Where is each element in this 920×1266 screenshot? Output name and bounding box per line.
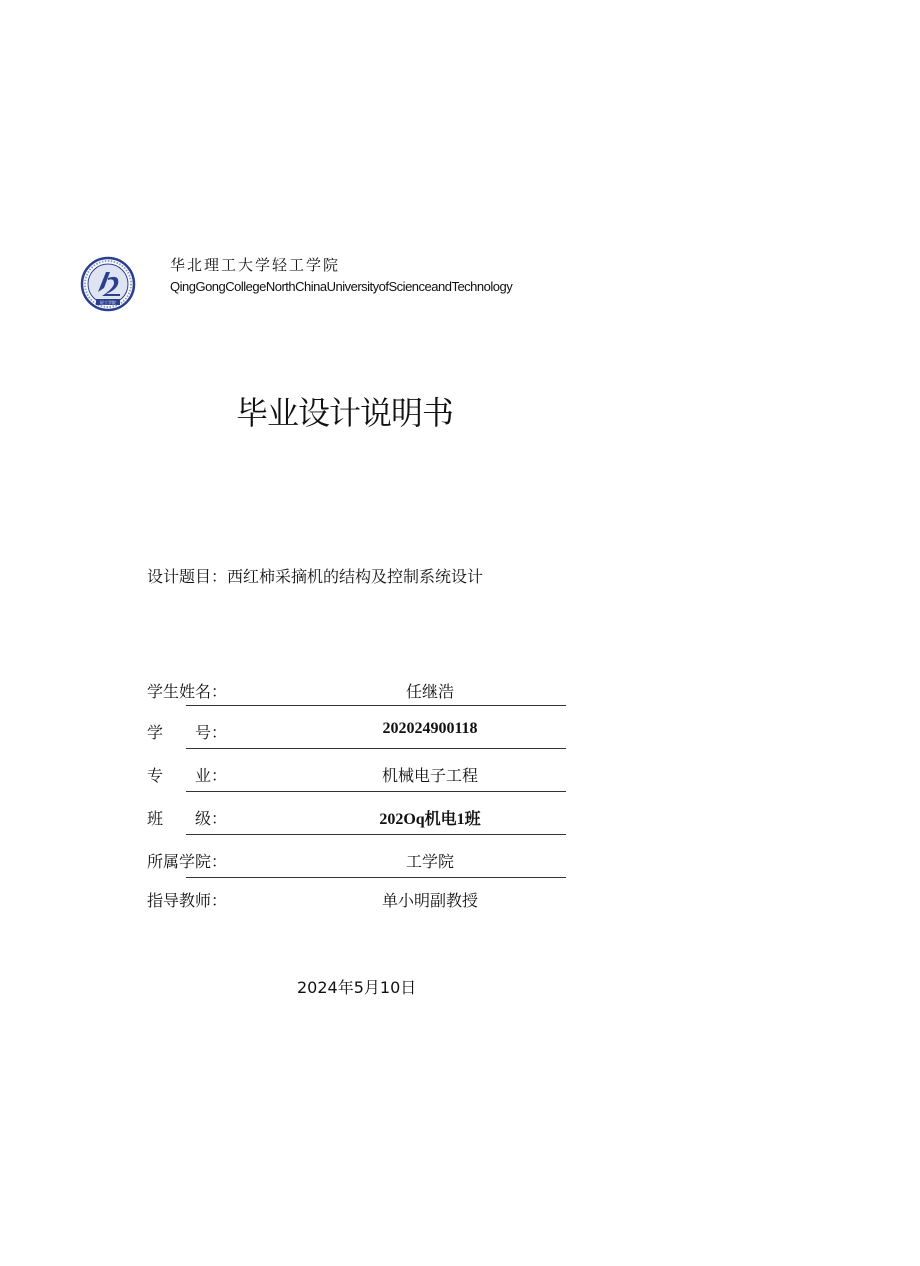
field-underline [186, 791, 566, 792]
logo-text: 轻工学院 [100, 300, 116, 305]
design-topic [147, 564, 483, 587]
field-value-student-id: 202024900118 [382, 720, 478, 737]
design-topic-value: 西红柿采摘机的结构及控制系统设计 [227, 567, 484, 586]
field-underline [186, 834, 566, 835]
field-value-major: 机械电子工程 [381, 766, 478, 785]
field-label-student-id: 学 号： [147, 723, 228, 742]
field-label-major: 专 业： [147, 766, 228, 785]
design-topic-label: 设计题目： [147, 567, 228, 586]
field-value-college: 工学院 [405, 852, 454, 871]
field-value-class: 202Oq机电1班 [379, 811, 481, 828]
school-name-en: QingGongCollegeNorthChinaUniversityofScienceandTechnology [170, 279, 513, 294]
field-label-advisor: 指导教师： [147, 891, 228, 910]
field-label-class: 班 级： [147, 809, 228, 828]
field-label-student-name: 学生姓名： [147, 682, 228, 701]
school-emblem-icon [80, 256, 136, 312]
document-title: 毕业设计说明书 [236, 394, 454, 432]
field-value-advisor: 单小明副教授 [381, 891, 478, 910]
field-label-college: 所属学院： [147, 852, 228, 871]
field-value-student-name: 任继浩 [405, 682, 454, 701]
field-underline [186, 877, 566, 878]
school-name-cn: 华北理工大学轻工学院 [170, 256, 341, 274]
field-underline [186, 748, 566, 749]
document-date: 2024年5月10日 [297, 978, 417, 997]
field-underline [186, 705, 566, 706]
